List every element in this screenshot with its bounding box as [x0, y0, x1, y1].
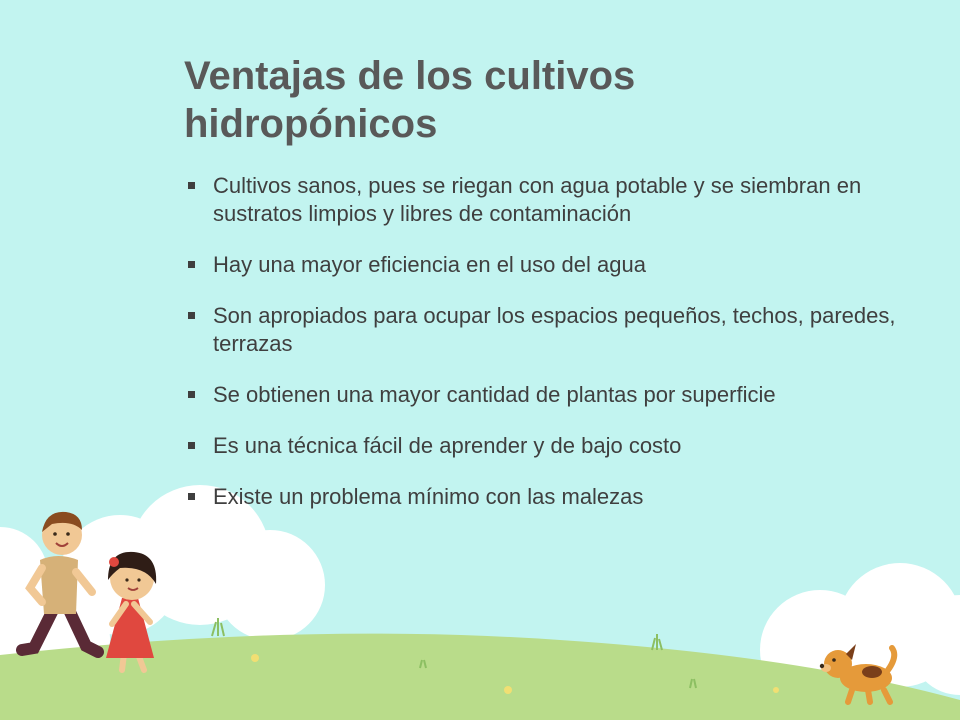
bullet-text: Hay una mayor eficiencia en el uso del agua — [213, 252, 646, 277]
bullet-item — [188, 251, 928, 279]
bullet-item — [188, 432, 928, 460]
bullet-text: Cultivos sanos, pues se riegan con agua potable y se siembran en sustratos limpios y libres de contaminación — [213, 173, 862, 226]
square-bullet-icon — [188, 391, 195, 398]
slide-title: Ventajas de los cultivos hidropónicos — [184, 54, 636, 146]
bullet-item — [188, 483, 928, 511]
square-bullet-icon — [188, 312, 195, 319]
square-bullet-icon — [188, 182, 195, 189]
bullet-text: Son apropiados para ocupar los espacios pequeños, techos, paredes, terrazas — [213, 303, 896, 356]
square-bullet-icon — [188, 261, 195, 268]
bullet-list — [188, 172, 928, 534]
square-bullet-icon — [188, 442, 195, 449]
bullet-text: Existe un problema mínimo con las malezas — [213, 484, 644, 509]
bullet-item — [188, 172, 928, 228]
bullet-item — [188, 381, 928, 409]
bullet-text: Es una técnica fácil de aprender y de bajo costo — [213, 433, 682, 458]
bullet-item — [188, 302, 928, 358]
bullet-text: Se obtienen una mayor cantidad de plantas por superficie — [213, 382, 776, 407]
square-bullet-icon — [188, 493, 195, 500]
